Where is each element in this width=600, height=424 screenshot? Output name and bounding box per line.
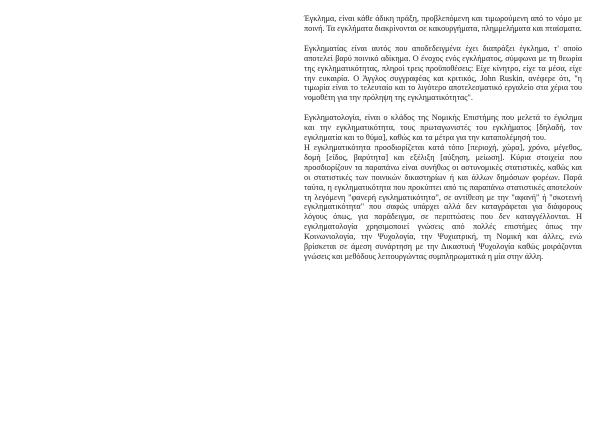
document-page (304, 14, 582, 262)
paragraph-crime-definition: Έγκλημα, είναι κάθε άδικη πράξη, προβλεπόμενη και τιμωρούμενη από το νόμο με ποινή. Τα εγκλήματα διακρίνονται σε κακουργήματα, πλημμελήματα και πταίσματα. (304, 14, 582, 33)
paragraph-criminality: Η εγκληματικότητα προσδιορίζεται κατά τόπο [περιοχή, χώρα], χρόνο, μέγεθος, δομή [είδος, βαρύτητα] και εξέλιξη [αύξηση, μείωση]. Κύρια στοιχεία που προσδιορίζουν τα παραπάνω είναι συνήθως οι αστυνομικές στατιστικές, καθώς και οι στατιστικές των ποινικών δικαστηρίων ή και άλλων δημόσιων φορέων. Παρά ταύτα, η εγκληματικότητα που προκύπτει από τις παραπάνω στατιστικές αποτελούν τη λεγόμενη "φανερή εγκληματικότητα", σε αντίθεση με την "αφανή" ή "σκοτεινή εγκληματικότητα" που σαφώς υπάρχει αλλά δεν καταγράφεται για διάφορους λόγους όπως, για παράδειγμα, σε περιπτώσεις που δεν καταγγέλλονται. Η εγκληματολογία χρησιμοποιεί γνώσεις από πολλές επιστήμες όπως την Κοινωνιολογία, την Ψυχολογία, την Ψυχιατρική, τη Νομική και άλλες, ενώ βρίσκεται σε άμεση συνάρτηση με την Δικαστική Ψυχολογία καθώς μοιράζονται γνώσεις και μεθόδους λειτουργώντας συμπληρωματικά η μία στην άλλη. (304, 142, 582, 261)
paragraph-criminal: Εγκληματίας είναι αυτός που αποδεδειγμένα έχει διαπράξει έγκλημα, τ' οποίο αποτελεί βαρύ ποινικό αδίκημα. Ο ένοχος ενός εγκλήματος, σύμφωνα με τη θεωρία της εγκληματικότητας, πληροί τρεις προϋποθέσεις: Είχε κίνητρο, είχε τα μέσα, είχε την ευκαιρία. Ο Άγγλος συγγραφέας και κριτικός, John Ruskin, ανέφερε ότι, "η τιμωρία είναι το τελευταίο και το λιγότερο αποτελεσματικό εργαλείο στα χέρια του νομοθέτη για την πρόληψη της εγκληματικότητας". (304, 43, 582, 103)
paragraph-criminology: Εγκληματολογία, είναι ο κλάδος της Νομικής Επιστήμης που μελετά το έγκλημα και την εγκληματικότητα, τους πρωταγωνιστές του εγκλήματος [δηλαδή, τον εγκληματία και το θύμα], καθώς και τα μέτρα για την καταπολέμησή του. (304, 113, 582, 143)
paragraph-spacer (304, 34, 582, 44)
paragraph-spacer (304, 103, 582, 113)
